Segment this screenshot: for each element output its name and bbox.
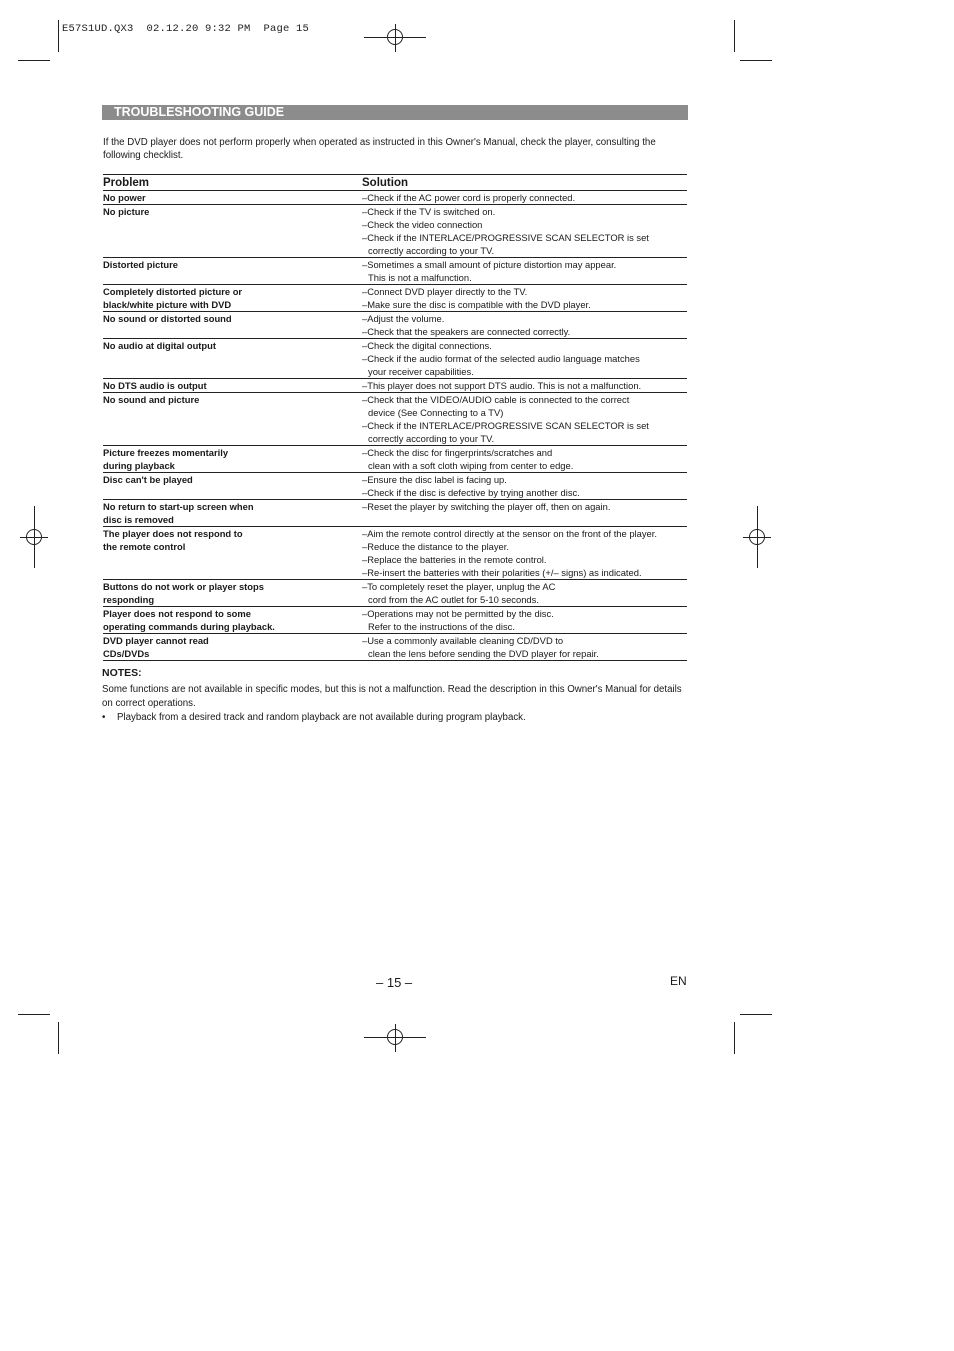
crop-mark: [18, 60, 50, 61]
solution-line: correctly according to your TV.: [368, 245, 495, 256]
solution-line: correctly according to your TV.: [368, 433, 495, 444]
solution-line: –Check if the INTERLACE/PROGRESSIVE SCAN SELECTOR is set: [362, 420, 649, 431]
solution-cell: [362, 285, 687, 312]
table-row: [103, 473, 687, 500]
problem-line: responding: [103, 594, 155, 605]
problem-line: DVD player cannot read: [103, 635, 209, 646]
table-row: [103, 607, 687, 634]
table-row: [103, 339, 687, 379]
problem-line: No sound and picture: [103, 394, 200, 405]
table-row: [103, 634, 687, 661]
solution-line: your receiver capabilities.: [368, 366, 474, 377]
solution-line: device (See Connecting to a TV): [368, 407, 504, 418]
problem-line: operating commands during playback.: [103, 621, 275, 632]
solution-cell: [362, 580, 687, 607]
solution-line: –Check that the VIDEO/AUDIO cable is connected to the correct: [362, 394, 630, 405]
solution-line: –Operations may not be permitted by the disc.: [362, 608, 554, 619]
problem-line: Buttons do not work or player stops: [103, 581, 264, 592]
solution-line: –Check the digital connections.: [362, 340, 492, 351]
crop-mark: [58, 1022, 59, 1054]
problem-line: CDs/DVDs: [103, 648, 150, 659]
problem-cell: [103, 258, 362, 285]
crop-mark: [58, 20, 59, 52]
solution-cell: [362, 379, 687, 393]
solution-line: –To completely reset the player, unplug the AC: [362, 581, 556, 592]
problem-line: No sound or distorted sound: [103, 313, 232, 324]
problem-line: Player does not respond to some: [103, 608, 251, 619]
problem-line: No audio at digital output: [103, 340, 217, 351]
problem-line: Completely distorted picture or: [103, 286, 243, 297]
solution-line: –Check if the AC power cord is properly connected.: [362, 192, 576, 203]
problem-cell: [103, 339, 362, 379]
solution-line: –Check the disc for fingerprints/scratches and: [362, 447, 553, 458]
solution-line: –Check if the INTERLACE/PROGRESSIVE SCAN SELECTOR is set: [362, 232, 649, 243]
solution-cell: [362, 527, 687, 580]
solution-line: –Check that the speakers are connected correctly.: [362, 326, 571, 337]
problem-cell: [103, 527, 362, 580]
solution-line: –Use a commonly available cleaning CD/DVD to: [362, 635, 564, 646]
solution-cell: [362, 500, 687, 527]
problem-line: Disc can't be played: [103, 474, 193, 485]
table-row: [103, 527, 687, 580]
problem-line: the remote control: [103, 541, 186, 552]
problem-line: No picture: [103, 206, 150, 217]
solution-line: –Adjust the volume.: [362, 313, 445, 324]
registration-circle: [387, 29, 403, 45]
solution-line: –Check if the TV is switched on.: [362, 206, 496, 217]
solution-line: –Check if the audio format of the selected audio language matches: [362, 353, 640, 364]
problem-cell: [103, 312, 362, 339]
solution-line: –Check if the disc is defective by trying another disc.: [362, 487, 580, 498]
table-row: [103, 285, 687, 312]
problem-cell: [103, 607, 362, 634]
solution-line: –Make sure the disc is compatible with the DVD player.: [362, 299, 591, 310]
problem-line: Distorted picture: [103, 259, 179, 270]
solution-cell: [362, 339, 687, 379]
solution-cell: [362, 473, 687, 500]
registration-circle: [387, 1029, 403, 1045]
solution-cell: [362, 191, 687, 205]
section-title: TROUBLESHOOTING GUIDE: [102, 105, 688, 120]
table-header-row: [103, 175, 687, 191]
notes-title: NOTES:: [102, 667, 142, 679]
notes-body: Some functions are not available in specific modes, but this is not a malfunction. Read the description in this Owner's Manual for details on correct operations.: [102, 684, 682, 709]
solution-line: –Re-insert the batteries with their polarities (+/– signs) as indicated.: [362, 567, 642, 578]
problem-line: No power: [103, 192, 146, 203]
table-row: [103, 379, 687, 393]
crop-mark: [740, 1014, 772, 1015]
solution-line: clean the lens before sending the DVD player for repair.: [368, 648, 599, 659]
table-row: [103, 393, 687, 446]
problem-cell: [103, 191, 362, 205]
solution-line: clean with a soft cloth wiping from center to edge.: [368, 460, 574, 471]
solution-cell: [362, 312, 687, 339]
solution-line: Refer to the instructions of the disc.: [368, 621, 515, 632]
problem-cell: [103, 379, 362, 393]
page-number: – 15 –: [376, 975, 413, 990]
problem-cell: [103, 285, 362, 312]
crop-mark: [734, 1022, 735, 1054]
troubleshooting-table: [103, 174, 687, 661]
bullet-symbol: •: [102, 712, 106, 723]
solution-line: –This player does not support DTS audio. This is not a malfunction.: [362, 380, 642, 391]
solution-cell: [362, 446, 687, 473]
table-row: [103, 312, 687, 339]
table-row: [103, 205, 687, 258]
crop-mark: [740, 60, 772, 61]
problem-line: during playback: [103, 460, 175, 471]
table-row: [103, 258, 687, 285]
registration-circle: [749, 529, 765, 545]
problem-cell: [103, 393, 362, 446]
notes-bullet-text: Playback from a desired track and random playback are not available during program playback.: [117, 712, 526, 723]
problem-line: No DTS audio is output: [103, 380, 207, 391]
solution-cell: [362, 634, 687, 661]
table-row: [103, 500, 687, 527]
problem-line: The player does not respond to: [103, 528, 243, 539]
problem-line: Picture freezes momentarily: [103, 447, 229, 458]
problem-cell: [103, 580, 362, 607]
problem-cell: [103, 446, 362, 473]
solution-cell: [362, 205, 687, 258]
registration-circle: [26, 529, 42, 545]
solution-line: –Check the video connection: [362, 219, 483, 230]
problem-cell: [103, 500, 362, 527]
table-row: [103, 191, 687, 205]
solution-line: –Replace the batteries in the remote control.: [362, 554, 547, 565]
solution-line: cord from the AC outlet for 5-10 seconds.: [368, 594, 539, 605]
solution-line: This is not a malfunction.: [368, 272, 472, 283]
problem-line: No return to start-up screen when: [103, 501, 254, 512]
solution-line: –Ensure the disc label is facing up.: [362, 474, 507, 485]
solution-line: –Reduce the distance to the player.: [362, 541, 509, 552]
solution-cell: [362, 258, 687, 285]
table-row: [103, 580, 687, 607]
crop-mark: [734, 20, 735, 52]
notes-bullet-item: [102, 711, 692, 725]
language-code: EN: [670, 974, 687, 988]
table-row: [103, 446, 687, 473]
solution-line: –Connect DVD player directly to the TV.: [362, 286, 528, 297]
intro-paragraph: If the DVD player does not perform properly when operated as instructed in this Owner's Manual, check the player, consulting the following checklist.: [103, 137, 656, 161]
solution-column-header: Solution: [362, 175, 687, 191]
solution-line: –Aim the remote control directly at the sensor on the front of the player.: [362, 528, 657, 539]
problem-cell: [103, 473, 362, 500]
problem-cell: [103, 205, 362, 258]
solution-line: –Reset the player by switching the player off, then on again.: [362, 501, 611, 512]
crop-mark: [18, 1014, 50, 1015]
problem-cell: [103, 634, 362, 661]
table-body: [103, 191, 687, 661]
problem-line: black/white picture with DVD: [103, 299, 232, 310]
printer-slug: E57S1UD.QX3 02.12.20 9:32 PM Page 15: [62, 23, 310, 35]
solution-cell: [362, 393, 687, 446]
solution-cell: [362, 607, 687, 634]
problem-column-header: Problem: [103, 175, 362, 191]
problem-line: disc is removed: [103, 514, 174, 525]
solution-line: –Sometimes a small amount of picture distortion may appear.: [362, 259, 617, 270]
